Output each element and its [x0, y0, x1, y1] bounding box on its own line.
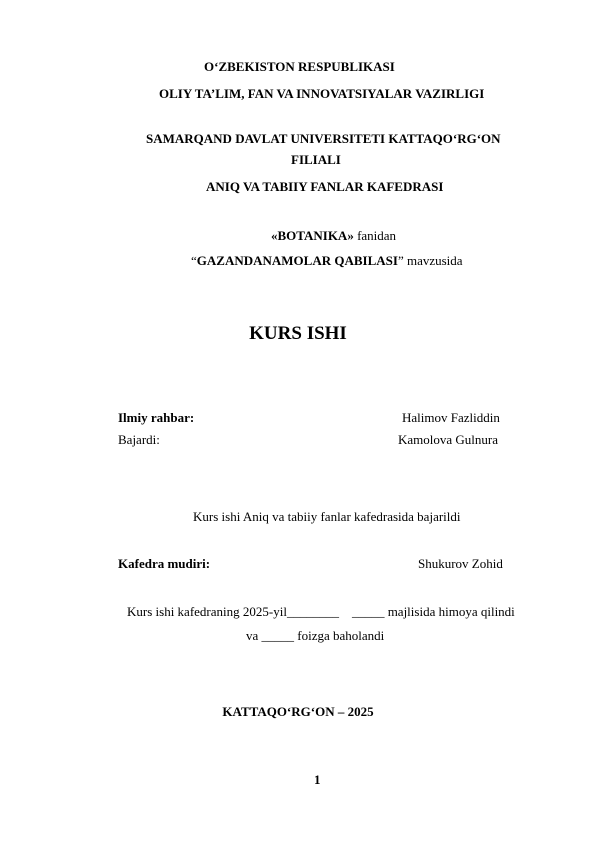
head-name: Shukurov Zohid [418, 556, 503, 571]
subject-name: «BOTANIKA» [271, 228, 354, 243]
ministry-heading: OLIY TA’LIM, FAN VA INNOVATSIYALAR VAZIRLIGI [159, 86, 485, 101]
topic-suffix: ” mavzusida [397, 253, 463, 268]
page-number: 1 [314, 772, 321, 787]
author-name: Kamolova Gulnura [398, 432, 499, 447]
university-heading: SAMARQAND DAVLAT UNIVERSITETI KATTAQO‘RG‘ON [146, 131, 501, 146]
defense-line: Kurs ishi kafedraning 2025-yil________ _____ majlisida himoya qilindi [127, 604, 515, 619]
supervisor-label: Ilmiy rahbar: [118, 410, 195, 425]
subject-line [271, 228, 396, 244]
grading-line: va _____ foizga baholandi [246, 628, 385, 643]
republic-heading: O‘ZBEKISTON RESPUBLIKASI [204, 59, 395, 74]
department-heading: ANIQ VA TABIIY FANLAR KAFEDRASI [206, 179, 444, 194]
head-label: Kafedra mudiri: [118, 556, 211, 571]
supervisor-name: Halimov Fazliddin [402, 410, 500, 425]
topic-name: GAZANDANAMOLAR QABILASI [196, 253, 398, 268]
topic-open-quote: “ [191, 253, 197, 268]
author-label: Bajardi: [118, 432, 160, 447]
subject-suffix: fanidan [353, 228, 397, 243]
city-year: KATTAQO‘RG‘ON – 2025 [222, 704, 374, 719]
university-branch: FILIALI [291, 152, 341, 167]
topic-line [191, 253, 463, 269]
completion-note: Kurs ishi Aniq va tabiiy fanlar kafedrasida bajarildi [193, 509, 461, 524]
document-title: KURS ISHI [249, 323, 347, 344]
